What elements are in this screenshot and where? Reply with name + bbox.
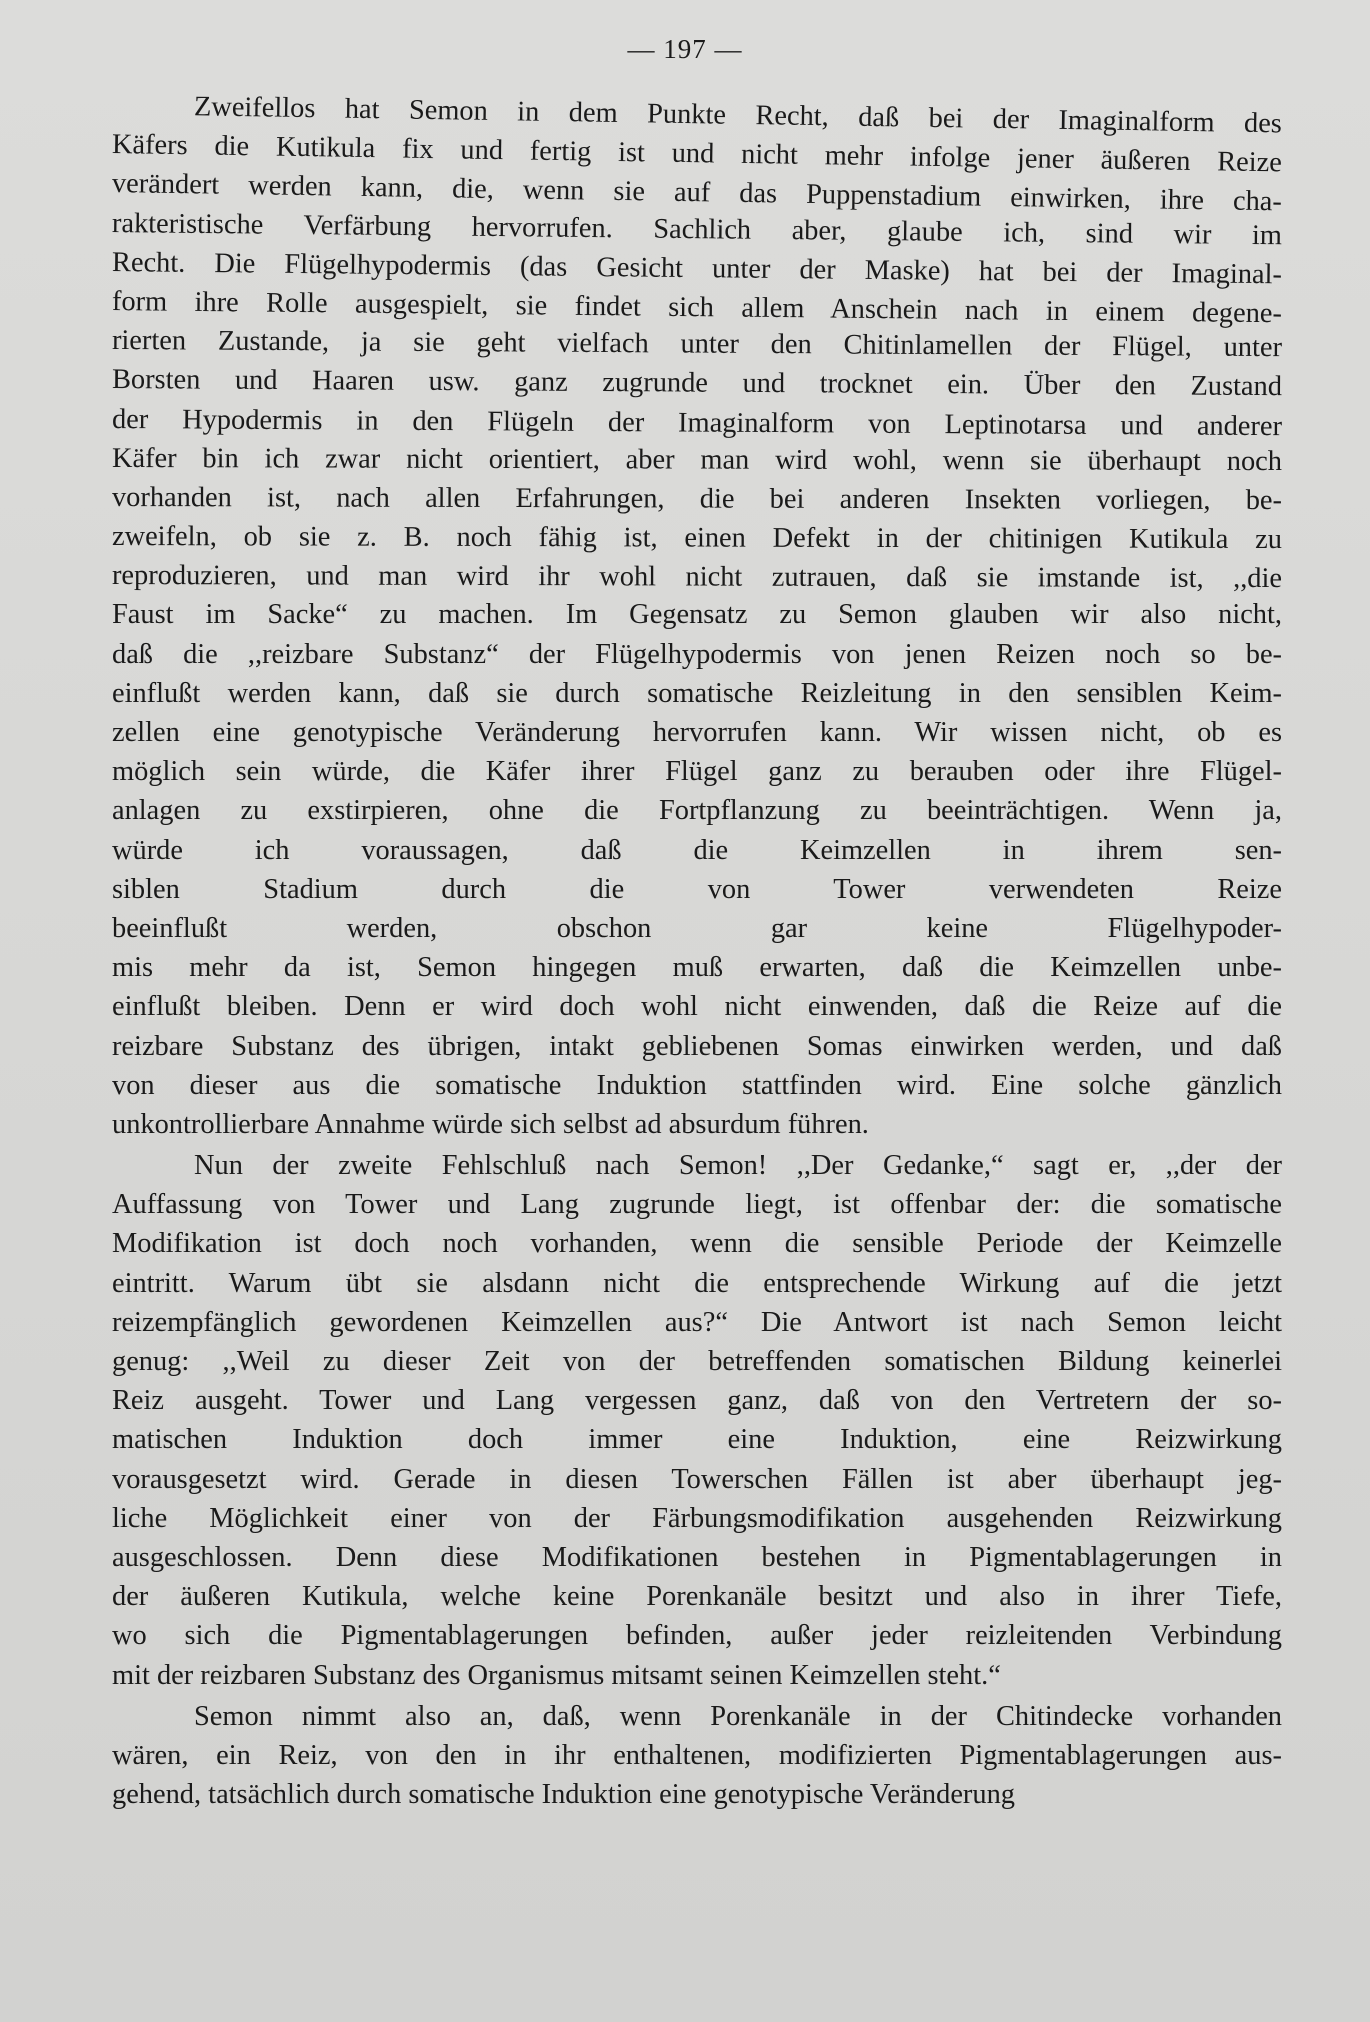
text-line: verändert werden kann, die, wenn sie auf das Puppenstadium einwirken, ihre cha- — [111, 168, 1283, 218]
text-line: Borsten und Haaren usw. ganz zugrunde und trocknet ein. Über den Zustand — [111, 364, 1283, 403]
text-line: liche Möglichkeit einer von der Färbungsmodifikation ausgehenden Reizwirkung — [112, 1502, 1282, 1534]
text-line: Auffassung von Tower und Lang zugrunde liegt, ist offenbar der: die somatische — [112, 1189, 1282, 1221]
text-line: vorausgesetzt wird. Gerade in diesen Towerschen Fällen ist aber überhaupt jeg- — [112, 1463, 1282, 1495]
text-line: Recht. Die Flügelhypodermis (das Gesicht unter der Maske) hat bei der Imaginal- — [111, 246, 1283, 291]
text-line: reizempfänglich gewordenen Keimzellen aus?“ Die Antwort ist nach Semon leicht — [112, 1306, 1282, 1338]
text-line: ausgeschlossen. Denn diese Modifikationen bestehen in Pigmentablagerungen in — [112, 1541, 1282, 1573]
text-line: der äußeren Kutikula, welche keine Porenkanäle besitzt und also in ihrer Tiefe, — [112, 1581, 1282, 1613]
text-line: Zweifellos hat Semon in dem Punkte Recht, daß bei der Imaginalform des — [193, 91, 1283, 140]
text-line: wären, ein Reiz, von den in ihr enthaltenen, modifizierten Pigmentablagerungen aus- — [112, 1739, 1282, 1771]
text-line: zweifeln, ob sie z. B. noch fähig ist, einen Defekt in der chitinigen Kutikula zu — [111, 521, 1283, 556]
text-line: form ihre Rolle ausgespielt, sie findet sich allem Anschein nach in einem degene- — [111, 285, 1283, 330]
text-line: würde ich voraussagen, daß die Keimzellen in ihrem sen- — [112, 834, 1282, 866]
text-line: unkontrollierbare Annahme würde sich selbst ad absurdum führen. — [112, 1108, 869, 1140]
text-line: beeinflußt werden, obschon gar keine Flügelhypoder- — [112, 912, 1282, 944]
text-line: Käfer bin ich zwar nicht orientiert, aber man wird wohl, wenn sie überhaupt noch — [111, 442, 1283, 477]
text-line: matischen Induktion doch immer eine Induktion, eine Reizwirkung — [112, 1424, 1282, 1456]
text-line: anlagen zu exstirpieren, ohne die Fortpflanzung zu beeinträchtigen. Wenn ja, — [112, 795, 1282, 827]
text-line: Modifikation ist doch noch vorhanden, wenn die sensible Periode der Keimzelle — [112, 1228, 1282, 1260]
text-line: möglich sein würde, die Käfer ihrer Flügel ganz zu berauben oder ihre Flügel- — [112, 756, 1282, 788]
text-line: Käfers die Kutikula fix und fertig ist und nicht mehr infolge jener äußeren Reize — [111, 129, 1283, 179]
text-line: einflußt werden kann, daß sie durch somatische Reizleitung in den sensiblen Keim- — [112, 677, 1282, 709]
text-line: daß die ,,reizbare Substanz“ der Flügelhypodermis von jenen Reizen noch so be- — [112, 638, 1282, 670]
text-line: Faust im Sacke“ zu machen. Im Gegensatz zu Semon glauben wir also nicht, — [112, 599, 1282, 631]
text-line: reizbare Substanz des übrigen, intakt gebliebenen Somas einwirken werden, und daß — [112, 1030, 1282, 1062]
page-number: — 197 — — [627, 34, 743, 64]
text-line: genug: ,,Weil zu dieser Zeit von der betreffenden somatischen Bildung keinerlei — [112, 1346, 1282, 1377]
text-line: gehend, tatsächlich durch somatische Induktion eine genotypische Veränderung — [112, 1779, 1015, 1811]
text-line: der Hypodermis in den Flügeln der Imaginalform von Leptinotarsa und anderer — [111, 403, 1283, 442]
text-line: vorhanden ist, nach allen Erfahrungen, die bei anderen Insekten vorliegen, be- — [111, 481, 1283, 516]
text-line: eintritt. Warum übt sie alsdann nicht die entsprechende Wirkung auf die jetzt — [112, 1267, 1282, 1299]
text-line: reproduzieren, und man wird ihr wohl nicht zutrauen, daß sie imstande ist, ,,die — [111, 560, 1283, 595]
text-line: Reiz ausgeht. Tower und Lang vergessen ganz, daß von den Vertretern der so- — [112, 1385, 1282, 1417]
text-line: rierten Zustande, ja sie geht vielfach unter den Chitinlamellen der Flügel, unter — [111, 325, 1283, 364]
text-line: Semon nimmt also an, daß, wenn Porenkanäle in der Chitindecke vorhanden — [194, 1700, 1282, 1732]
body-text — [112, 86, 1282, 1814]
text-line: von dieser aus die somatische Induktion stattfinden wird. Eine solche gänzlich — [112, 1069, 1282, 1101]
text-line: mit der reizbaren Substanz des Organismus mitsamt seinen Keimzellen steht.“ — [112, 1659, 1001, 1691]
text-line: siblen Stadium durch die von Tower verwendeten Reize — [112, 873, 1282, 905]
text-line: Nun der zweite Fehlschluß nach Semon! ,,Der Gedanke,“ sagt er, ,,der der — [194, 1150, 1282, 1182]
text-line: mis mehr da ist, Semon hingegen muß erwarten, daß die Keimzellen unbe- — [112, 952, 1282, 984]
text-line: zellen eine genotypische Veränderung hervorrufen kann. Wir wissen nicht, ob es — [112, 717, 1282, 748]
text-line: einflußt bleiben. Denn er wird doch wohl nicht einwenden, daß die Reize auf die — [112, 991, 1282, 1023]
text-line: rakteristische Verfärbung hervorrufen. Sachlich aber, glaube ich, sind wir im — [111, 207, 1283, 251]
text-line: wo sich die Pigmentablagerungen befinden, außer jeder reizleitenden Verbindung — [112, 1620, 1282, 1652]
